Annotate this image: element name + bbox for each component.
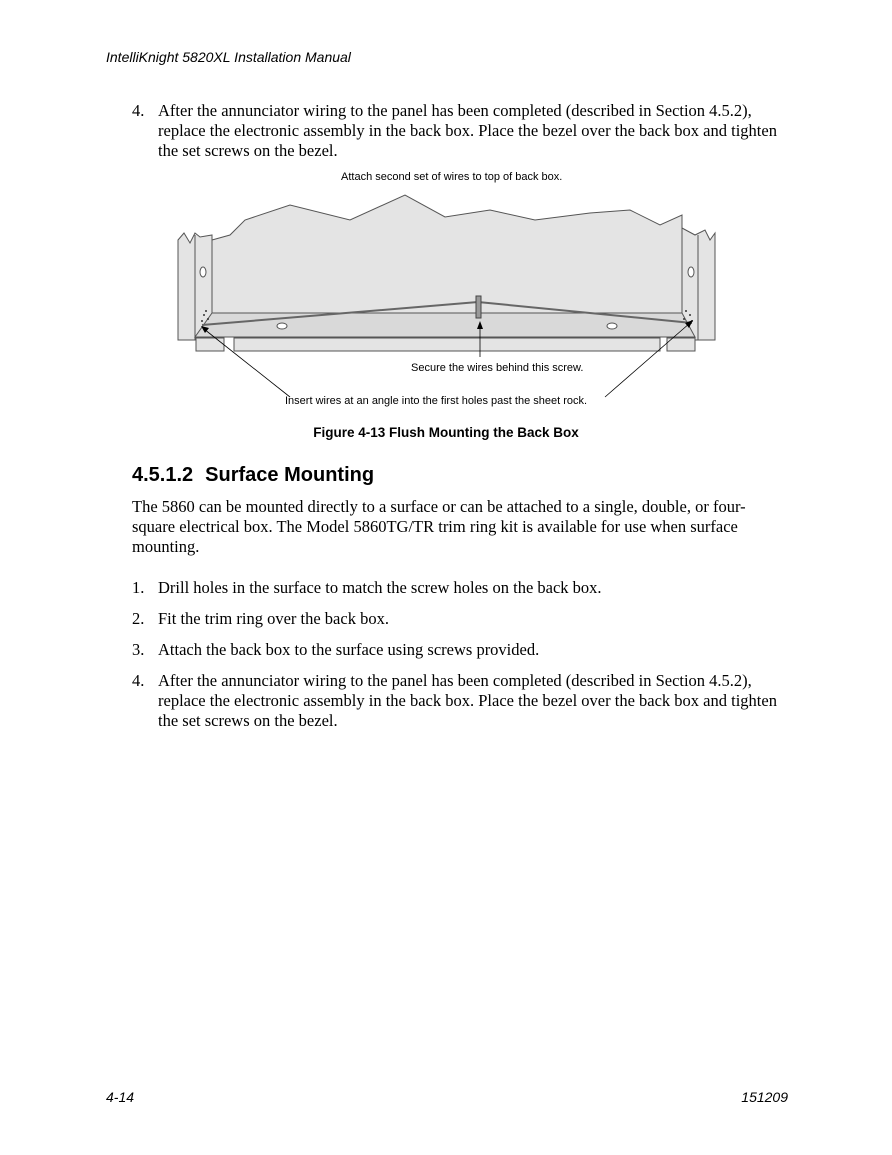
flush-mount-figure — [170, 165, 730, 420]
step-text: Attach the back box to the surface using screws provided. — [158, 640, 540, 659]
section-number: 4.5.1.2 — [132, 464, 194, 486]
step-number: 2. — [132, 609, 145, 628]
section-title: Surface Mounting — [205, 464, 375, 486]
screw — [476, 296, 481, 318]
step-number: 1. — [132, 578, 145, 597]
step-number: 4. — [132, 671, 145, 690]
step-4 — [132, 671, 792, 731]
top-step-4 — [132, 101, 792, 161]
step-text: Drill holes in the surface to match the screw holes on the back box. — [158, 578, 602, 597]
step-text: After the annunciator wiring to the panel has been completed (described in Section 4.5.2), replace the electronic assembly in the back box. Place the bezel over the back box and tighten the set screws on the bezel. — [158, 671, 777, 730]
step-text: Fit the trim ring over the back box. — [158, 609, 389, 628]
page-number: 4-14 — [106, 1089, 135, 1105]
step-number: 3. — [132, 640, 145, 659]
callout-screw: Secure the wires behind this screw. — [411, 362, 584, 374]
step-1 — [132, 578, 792, 598]
sheet-rock-wall — [212, 195, 682, 315]
document-number: 151209 — [741, 1089, 788, 1105]
step-3 — [132, 640, 792, 660]
section-heading — [132, 464, 374, 487]
front-lip — [234, 338, 660, 351]
step-text: After the annunciator wiring to the panel has been completed (described in Section 4.5.2), replace the electronic assembly in the back box. Place the bezel over the back box and tighten the set screws on the bezel. — [158, 101, 777, 160]
step-number: 4. — [132, 101, 145, 120]
figure-caption: Figure 4-13 Flush Mounting the Back Box — [313, 425, 579, 440]
back-box-illustration — [170, 165, 730, 420]
callout-insert: Insert wires at an angle into the first holes past the sheet rock. — [285, 395, 588, 407]
running-header: IntelliKnight 5820XL Installation Manual — [106, 49, 351, 65]
section-intro: The 5860 can be mounted directly to a surface or can be attached to a single, double, or four-square electrical box. The Model 5860TG/TR trim ring kit is available for use when surface mounting. — [132, 497, 746, 556]
callout-top: Attach second set of wires to top of back box. — [341, 171, 563, 183]
right-foot — [667, 338, 695, 351]
left-foot — [196, 338, 224, 351]
step-2 — [132, 609, 792, 629]
